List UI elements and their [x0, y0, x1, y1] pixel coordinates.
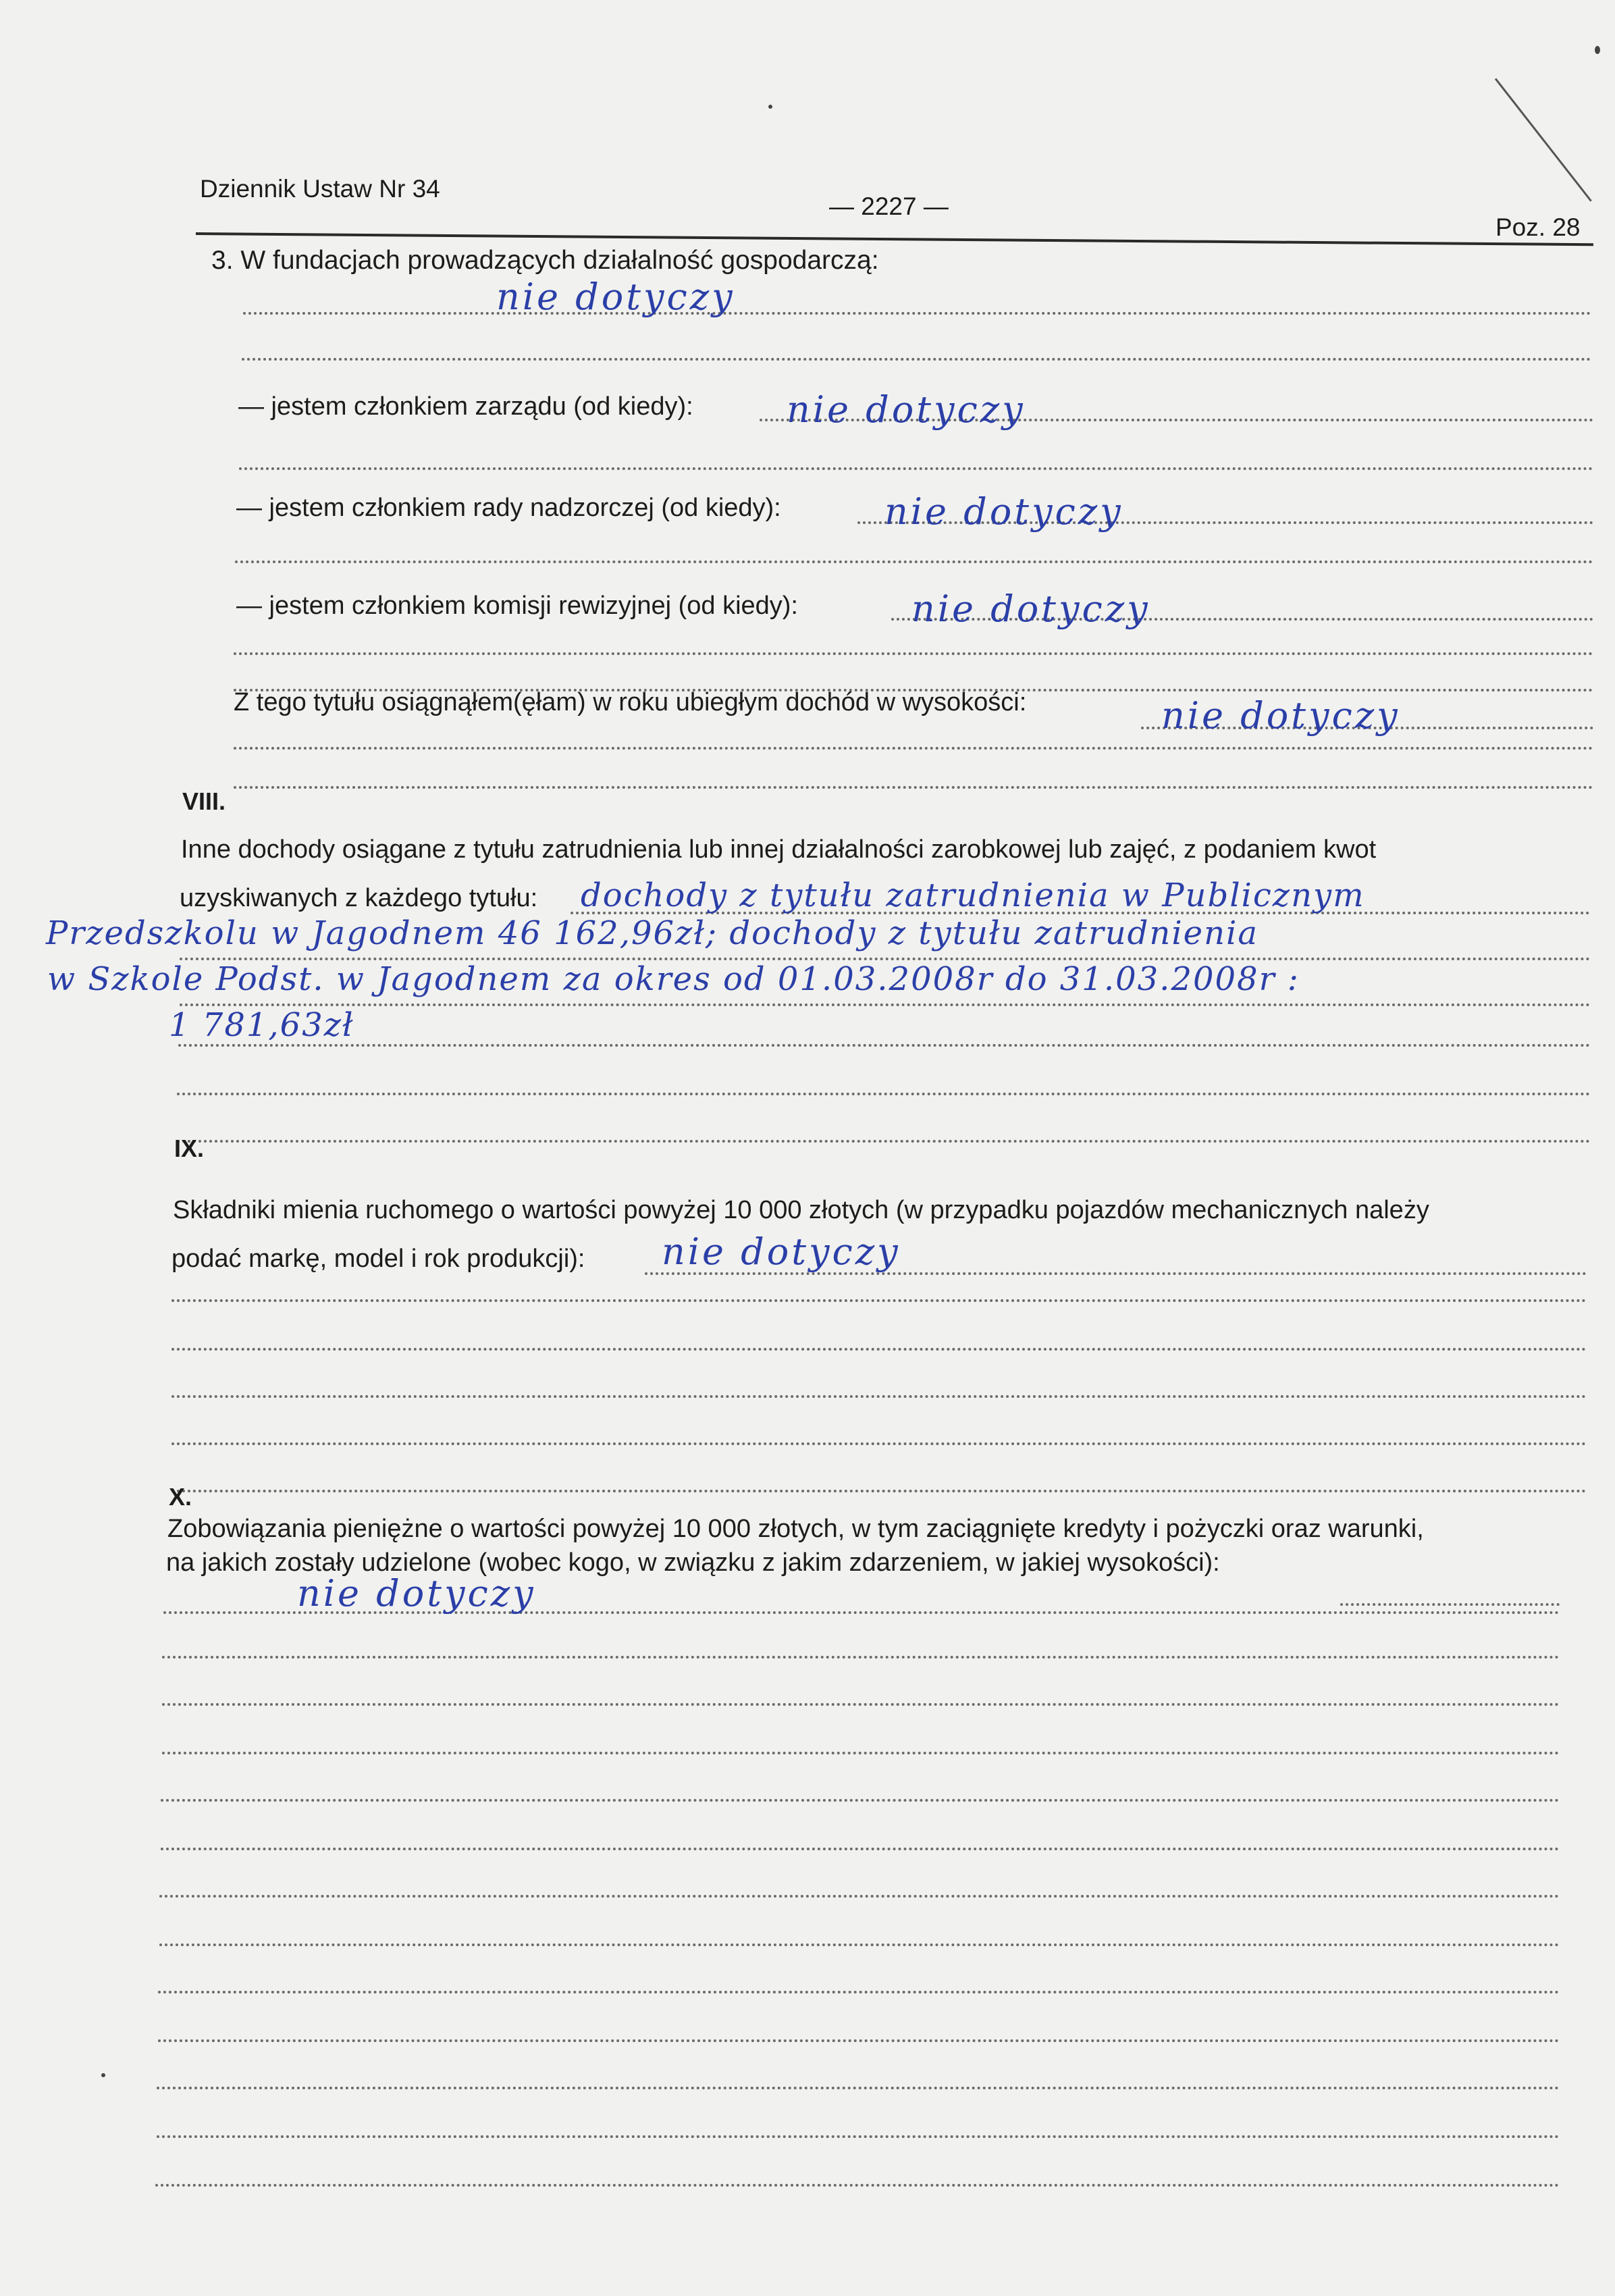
- answer-line: [159, 1895, 1560, 1898]
- position-number: Poz. 28: [1495, 213, 1581, 241]
- other-income-answer-line2: Przedszkolu w Jagodnem 46 162,96zł; dochody z tytułu zatrudnienia: [46, 914, 1259, 952]
- answer-line: [177, 1140, 1591, 1143]
- answer-line: [161, 1848, 1560, 1850]
- page-number: — 2227 —: [829, 192, 949, 220]
- foundations-answer: nie dotyczy: [496, 276, 735, 318]
- answer-line: [157, 2135, 1560, 2138]
- other-income-answer-line3: w Szkole Podst. w Jagodnem za okres od 01.03.2008r do 31.03.2008r :: [47, 960, 1300, 998]
- scan-speck: [768, 105, 772, 109]
- scan-fold-line: [1495, 78, 1592, 202]
- foundation-income-answer: nie dotyczy: [1161, 694, 1400, 737]
- board-member-answer: nie dotyczy: [787, 388, 1026, 431]
- answer-line: [178, 1044, 1591, 1047]
- section-x-text-line2: na jakich zostały udzielone (wobec kogo, w związku z jakim zdarzeniem, w jakiej wysokości):: [166, 1548, 1220, 1577]
- answer-line: [234, 747, 1593, 750]
- answer-line: [171, 1299, 1587, 1302]
- section-ix-text-line2: podać markę, model i rok produkcji):: [171, 1245, 585, 1273]
- foundation-income-label: Z tego tytułu osiągnąłem(ęłam) w roku ubiegłym dochód w wysokości:: [234, 688, 1027, 716]
- scan-speck: [101, 2073, 105, 2077]
- other-income-answer-line1: dochody z tytułu zatrudnienia w Publicznym: [581, 877, 1365, 914]
- answer-line: [162, 1752, 1560, 1754]
- answer-line: [171, 1442, 1587, 1445]
- audit-committee-label: — jestem członkiem komisji rewizyjnej (od kiedy):: [236, 592, 798, 620]
- foundations-title: 3. W fundacjach prowadzących działalność gospodarczą:: [211, 246, 879, 275]
- section-viii-heading: VIII.: [182, 787, 226, 815]
- answer-line: [1340, 1603, 1560, 1606]
- scan-speck: [1595, 46, 1600, 54]
- answer-line: [157, 2087, 1560, 2089]
- board-member-label: — jestem członkiem zarządu (od kiedy):: [238, 392, 693, 421]
- answer-line: [177, 1093, 1591, 1095]
- answer-line: [159, 1943, 1560, 1946]
- section-x-heading: X.: [169, 1483, 192, 1511]
- answer-line: [239, 467, 1593, 470]
- supervisory-board-label: — jestem członkiem rady nadzorczej (od kiedy):: [236, 494, 781, 522]
- answer-line: [161, 1799, 1560, 1802]
- other-income-answer-line4: 1 781,63zł: [169, 1006, 354, 1044]
- journal-title: Dziennik Ustaw Nr 34: [200, 175, 440, 203]
- answer-line: [171, 1490, 1587, 1492]
- answer-line: [158, 1991, 1560, 1993]
- answer-line: [155, 2184, 1560, 2187]
- liabilities-answer: nie dotyczy: [297, 1572, 536, 1615]
- answer-line: [234, 652, 1593, 655]
- answer-line: [234, 786, 1593, 789]
- supervisory-board-answer: nie dotyczy: [884, 490, 1123, 533]
- answer-line: [158, 2039, 1560, 2042]
- section-ix-text-line1: Składniki mienia ruchomego o wartości powyżej 10 000 złotych (w przypadku pojazdów mechanicznych należy: [173, 1196, 1429, 1224]
- answer-line: [162, 1656, 1560, 1659]
- answer-line: [243, 312, 1591, 315]
- answer-line: [162, 1703, 1560, 1706]
- section-viii-text-line2: uzyskiwanych z każdego tytułu:: [180, 884, 538, 912]
- section-viii-text-line1: Inne dochody osiągane z tytułu zatrudnienia lub innej działalności zarobkowej lub zajęć, z podaniem kwot: [181, 835, 1377, 864]
- answer-line: [242, 358, 1591, 361]
- answer-line: [171, 1348, 1587, 1351]
- header-rule: [196, 232, 1593, 246]
- audit-committee-answer: nie dotyczy: [911, 588, 1150, 630]
- answer-line: [180, 1003, 1591, 1006]
- movable-property-answer: nie dotyczy: [662, 1230, 901, 1273]
- section-x-text-line1: Zobowiązania pieniężne o wartości powyżej 10 000 złotych, w tym zaciągnięte kredyty i pożyczki oraz warunki,: [167, 1515, 1424, 1543]
- answer-line: [235, 560, 1593, 563]
- answer-line: [171, 1395, 1587, 1398]
- section-ix-heading: IX.: [174, 1134, 205, 1162]
